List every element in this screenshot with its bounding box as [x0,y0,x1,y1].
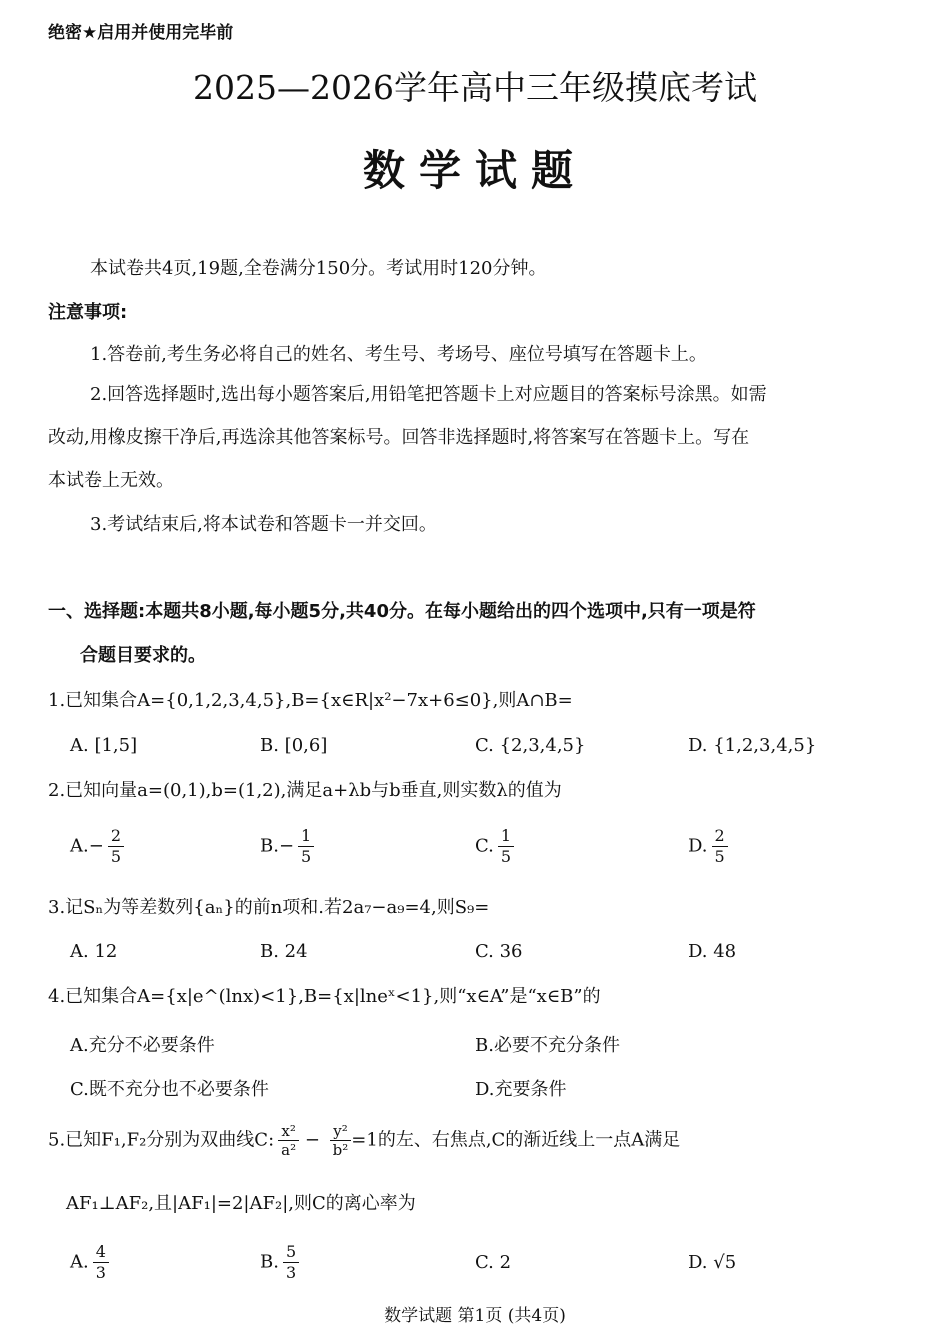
q2-option-a: A.− $\frac{2}{5}$ [70,826,124,867]
exam-summary: 本试卷共4页,19题,全卷满分150分。考试用时120分钟。 [90,258,547,279]
q1-option-c: C. {2,3,4,5} [475,735,586,756]
question-3-stem: 3.记Sₙ为等差数列{aₙ}的前n项和.若2a₇−a₉=4,则S₉= [48,897,490,918]
q2-option-c: C. $\frac{1}{5}$ [475,826,514,867]
confidential-label: 绝密★启用并使用完毕前 [48,23,234,43]
section1-heading: 一、选择题:本题共8小题,每小题5分,共40分。在每小题给出的四个选项中,只有一项是符 [48,601,756,622]
q4-option-c: C.既不充分也不必要条件 [70,1079,269,1100]
note-2-line1: 2.回答选择题时,选出每小题答案后,用铅笔把答题卡上对应题目的答案标号涂黑。如需 [90,384,767,405]
q5-option-a: A. $\frac{4}{3}$ [70,1242,109,1283]
page-footer: 数学试题 第1页 (共4页) [384,1306,566,1326]
q1-option-a: A. [1,5] [70,735,138,756]
q4-option-a: A.充分不必要条件 [70,1035,215,1056]
q3-option-b: B. 24 [260,941,308,962]
q5-option-b: B. $\frac{5}{3}$ [260,1242,299,1283]
question-5-stem: 5.已知F₁,F₂分别为双曲线C: $\frac{\text{x²}}{\text{a²}}$ − $\frac{\text{y²}}{\text{b²}}$ =1的左、右焦点,C的渐近线上一点A满足 [48,1122,681,1159]
q3-option-a: A. 12 [70,941,118,962]
q4-option-d: D.充要条件 [475,1079,567,1100]
notes-heading: 注意事项: [48,302,128,323]
question-1-stem: 1.已知集合A={0,1,2,3,4,5},B={x∈R|x²−7x+6≤0},则A∩B= [48,690,573,711]
q2-option-b: B.− $\frac{1}{5}$ [260,826,314,867]
q2-option-d: D. $\frac{2}{5}$ [688,826,728,867]
q4-option-b: B.必要不充分条件 [475,1035,620,1056]
q5-option-c: C. 2 [475,1252,512,1273]
q1-option-b: B. [0,6] [260,735,328,756]
subject-title: 数学试题 [362,146,587,195]
q3-option-c: C. 36 [475,941,523,962]
q1-option-d: D. {1,2,3,4,5} [688,735,817,756]
section1-heading-cont: 合题目要求的。 [80,645,206,666]
note-2-line2: 改动,用橡皮擦干净后,再选涂其他答案标号。回答非选择题时,将答案写在答题卡上。写在 [48,427,750,448]
note-1: 1.答卷前,考生务必将自己的姓名、考生号、考场号、座位号填写在答题卡上。 [90,344,707,365]
note-2-line3: 本试卷上无效。 [48,470,174,491]
q5-option-d: D. √5 [688,1252,737,1273]
note-3: 3.考试结束后,将本试卷和答题卡一并交回。 [90,514,437,535]
question-4-stem: 4.已知集合A={x|e^(lnx)<1},B={x|lneˣ<1},则“x∈A”是“x∈B”的 [48,986,601,1007]
question-2-stem: 2.已知向量a=(0,1),b=(1,2),满足a+λb与b垂直,则实数λ的值为 [48,780,562,801]
question-5-stem-cont: AF₁⊥AF₂,且|AF₁|=2|AF₂|,则C的离心率为 [66,1193,416,1214]
exam-title: 2025—2026学年高中三年级摸底考试 [193,68,757,107]
q3-option-d: D. 48 [688,941,737,962]
